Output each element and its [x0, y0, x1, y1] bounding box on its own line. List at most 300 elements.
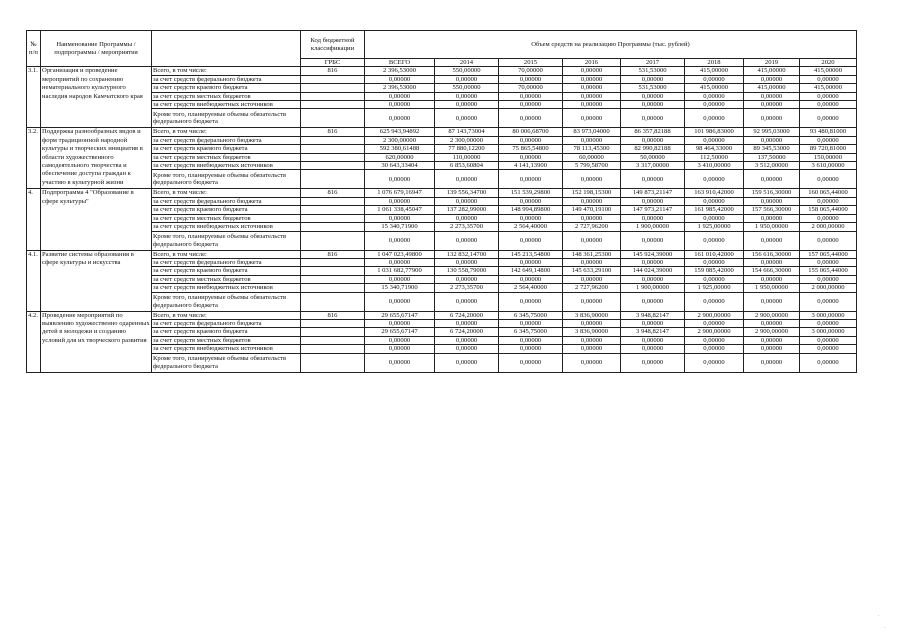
value-cell: 0,00000 — [499, 275, 563, 283]
value-cell: 3 000,00000 — [800, 328, 857, 336]
table-row — [27, 145, 857, 153]
value-cell: 15 340,71900 — [365, 223, 435, 231]
value-cell: 0,00000 — [621, 101, 685, 109]
value-cell: 145 633,29100 — [563, 267, 621, 275]
table-row — [27, 136, 857, 144]
value-cell: 0,00000 — [499, 170, 563, 189]
value-cell: 163 910,42000 — [685, 189, 744, 197]
row-index: 4.1. — [27, 250, 41, 311]
value-cell: 2 727,96200 — [563, 223, 621, 231]
budget-code-cell — [301, 231, 365, 250]
value-cell: 0,00000 — [365, 336, 435, 344]
row-index: 3.2. — [27, 128, 41, 189]
value-cell: 0,00000 — [685, 136, 744, 144]
funding-source: Кроме того, планируемые объемы обязательств федерального бюджета — [152, 231, 301, 250]
value-cell: 0,00000 — [621, 170, 685, 189]
value-cell: 86 357,82188 — [621, 128, 685, 136]
header-col-2016: 2016 — [563, 59, 621, 67]
value-cell: 0,00000 — [563, 136, 621, 144]
table-body — [27, 67, 857, 372]
header-col-2018: 2018 — [685, 59, 744, 67]
value-cell: 0,00000 — [621, 92, 685, 100]
value-cell: 0,00000 — [563, 292, 621, 311]
value-cell: 0,00000 — [744, 353, 800, 372]
value-cell: 0,00000 — [685, 109, 744, 128]
value-cell: 0,00000 — [685, 101, 744, 109]
budget-code-cell: 816 — [301, 67, 365, 75]
value-cell: 0,00000 — [435, 197, 499, 205]
value-cell: 3 948,82147 — [621, 311, 685, 319]
value-cell: 3 836,90000 — [563, 328, 621, 336]
budget-code-cell — [301, 153, 365, 161]
value-cell: 0,00000 — [435, 292, 499, 311]
value-cell: 2 000,00000 — [800, 223, 857, 231]
value-cell: 0,00000 — [685, 345, 744, 353]
value-cell: 0,00000 — [744, 258, 800, 266]
funding-source: за счет средств краевого бюджета — [152, 145, 301, 153]
value-cell: 0,00000 — [435, 258, 499, 266]
value-cell: 0,00000 — [499, 153, 563, 161]
budget-code-cell: 816 — [301, 311, 365, 319]
value-cell: 3 948,82147 — [621, 328, 685, 336]
table-row — [27, 75, 857, 83]
value-cell: 0,00000 — [563, 319, 621, 327]
value-cell: 148 361,25300 — [563, 250, 621, 258]
value-cell: 82 990,82188 — [621, 145, 685, 153]
funding-source: Кроме того, планируемые объемы обязательств федерального бюджета — [152, 353, 301, 372]
value-cell: 625 943,94892 — [365, 128, 435, 136]
budget-code-cell — [301, 328, 365, 336]
budget-code-cell — [301, 319, 365, 327]
header-code: ГРБС — [301, 59, 365, 67]
funding-source: за счет средств федерального бюджета — [152, 197, 301, 205]
table-row — [27, 292, 857, 311]
page-edge-mark: . — [884, 624, 886, 630]
funding-source: за счет средств федерального бюджета — [152, 319, 301, 327]
value-cell: 0,00000 — [435, 275, 499, 283]
value-cell: 3 836,90000 — [563, 311, 621, 319]
budget-code-cell — [301, 284, 365, 292]
value-cell: 0,00000 — [685, 319, 744, 327]
budget-code-cell — [301, 170, 365, 189]
value-cell: 0,00000 — [365, 101, 435, 109]
funding-source: за счет средств местных бюджетов — [152, 336, 301, 344]
value-cell: 0,00000 — [744, 197, 800, 205]
value-cell: 0,00000 — [499, 345, 563, 353]
program-name: Проведение мероприятий по выявлению художественно одаренных детей в молодежи и созданию условий для их творческого развития — [41, 311, 152, 372]
value-cell: 1 900,00000 — [621, 223, 685, 231]
value-cell: 2 727,96200 — [563, 284, 621, 292]
value-cell: 0,00000 — [435, 336, 499, 344]
value-cell: 112,50000 — [685, 153, 744, 161]
value-cell: 132 832,14700 — [435, 250, 499, 258]
budget-code-cell: 816 — [301, 250, 365, 258]
value-cell: 157 566,30000 — [744, 206, 800, 214]
value-cell: 0,00000 — [499, 136, 563, 144]
funding-source: за счет средств федерального бюджета — [152, 136, 301, 144]
value-cell: 1 925,00000 — [685, 223, 744, 231]
value-cell: 0,00000 — [621, 275, 685, 283]
value-cell: 0,00000 — [621, 336, 685, 344]
funding-source: за счет средств местных бюджетов — [152, 153, 301, 161]
header-col-2015: 2015 — [499, 59, 563, 67]
table-row — [27, 92, 857, 100]
table-row — [27, 345, 857, 353]
value-cell: 2 900,00000 — [685, 328, 744, 336]
value-cell: 6 724,20000 — [435, 311, 499, 319]
value-cell: 0,00000 — [365, 353, 435, 372]
value-cell: 1 047 023,49800 — [365, 250, 435, 258]
value-cell: 0,00000 — [744, 214, 800, 222]
value-cell: 0,00000 — [499, 353, 563, 372]
value-cell: 0,00000 — [800, 275, 857, 283]
funding-source: за счет средств федерального бюджета — [152, 258, 301, 266]
value-cell: 415,00000 — [685, 84, 744, 92]
value-cell: 0,00000 — [800, 214, 857, 222]
table-row — [27, 311, 857, 319]
budget-code-cell — [301, 353, 365, 372]
value-cell: 0,00000 — [435, 109, 499, 128]
budget-code-cell — [301, 336, 365, 344]
table-row — [27, 336, 857, 344]
value-cell: 1 950,00000 — [744, 223, 800, 231]
value-cell: 0,00000 — [744, 75, 800, 83]
value-cell: 0,00000 — [685, 92, 744, 100]
value-cell: 1 031 682,77900 — [365, 267, 435, 275]
header-col-total: ВСЕГО — [365, 59, 435, 67]
value-cell: 80 006,68700 — [499, 128, 563, 136]
value-cell: 0,00000 — [365, 231, 435, 250]
value-cell: 15 340,71900 — [365, 284, 435, 292]
value-cell: 0,00000 — [621, 214, 685, 222]
value-cell: 0,00000 — [435, 101, 499, 109]
value-cell: 0,00000 — [685, 353, 744, 372]
value-cell: 70,00000 — [499, 67, 563, 75]
value-cell: 0,00000 — [365, 109, 435, 128]
value-cell: 0,00000 — [563, 75, 621, 83]
value-cell: 0,00000 — [744, 275, 800, 283]
value-cell: 0,00000 — [744, 345, 800, 353]
value-cell: 550,00000 — [435, 67, 499, 75]
header-source — [152, 31, 301, 67]
table-row — [27, 275, 857, 283]
value-cell: 144 024,39000 — [621, 267, 685, 275]
table-row — [27, 319, 857, 327]
budget-code-cell — [301, 275, 365, 283]
funding-source: Всего, в том числе: — [152, 67, 301, 75]
value-cell: 0,00000 — [744, 292, 800, 311]
value-cell: 98 464,33000 — [685, 145, 744, 153]
value-cell: 3 000,00000 — [800, 311, 857, 319]
funding-source: за счет средств внебюджетных источников — [152, 101, 301, 109]
value-cell: 0,00000 — [563, 101, 621, 109]
value-cell: 149 873,21147 — [621, 189, 685, 197]
funding-source: Всего, в том числе: — [152, 128, 301, 136]
value-cell: 78 113,45300 — [563, 145, 621, 153]
value-cell: 30 643,33404 — [365, 162, 435, 170]
value-cell: 159 516,30000 — [744, 189, 800, 197]
program-funding-table — [26, 30, 857, 373]
value-cell: 3 410,00000 — [685, 162, 744, 170]
budget-code-cell — [301, 345, 365, 353]
page-edge-mark: . — [878, 612, 880, 618]
table-row — [27, 170, 857, 189]
value-cell: 0,00000 — [499, 75, 563, 83]
funding-source: за счет средств местных бюджетов — [152, 214, 301, 222]
funding-source: за счет средств федерального бюджета — [152, 75, 301, 83]
value-cell: 4 141,13900 — [499, 162, 563, 170]
value-cell: 0,00000 — [499, 109, 563, 128]
value-cell: 0,00000 — [800, 258, 857, 266]
header-num: № п/п — [27, 31, 41, 67]
value-cell: 5 799,58700 — [563, 162, 621, 170]
value-cell: 0,00000 — [563, 353, 621, 372]
value-cell: 89 720,81000 — [800, 145, 857, 153]
budget-code-cell — [301, 92, 365, 100]
value-cell: 3 512,00000 — [744, 162, 800, 170]
value-cell: 2 900,00000 — [744, 311, 800, 319]
budget-code-cell: 816 — [301, 189, 365, 197]
value-cell: 0,00000 — [800, 336, 857, 344]
budget-code-cell — [301, 101, 365, 109]
value-cell: 531,53000 — [621, 84, 685, 92]
value-cell: 151 539,29800 — [499, 189, 563, 197]
value-cell: 155 065,44000 — [800, 267, 857, 275]
value-cell: 0,00000 — [621, 197, 685, 205]
funding-source: за счет средств местных бюджетов — [152, 92, 301, 100]
value-cell: 6 345,75000 — [499, 311, 563, 319]
funding-source: за счет средств краевого бюджета — [152, 267, 301, 275]
value-cell: 0,00000 — [365, 258, 435, 266]
value-cell: 0,00000 — [800, 101, 857, 109]
value-cell: 149 470,19100 — [563, 206, 621, 214]
value-cell: 0,00000 — [685, 214, 744, 222]
table-row — [27, 109, 857, 128]
table-row — [27, 128, 857, 136]
value-cell: 0,00000 — [685, 258, 744, 266]
budget-code-cell — [301, 162, 365, 170]
row-index: 4.2. — [27, 311, 41, 372]
value-cell: 2 300,00000 — [435, 136, 499, 144]
value-cell: 0,00000 — [744, 92, 800, 100]
value-cell: 50,00000 — [621, 153, 685, 161]
value-cell: 0,00000 — [800, 75, 857, 83]
table-row — [27, 267, 857, 275]
value-cell: 415,00000 — [800, 67, 857, 75]
value-cell: 0,00000 — [365, 92, 435, 100]
table-row — [27, 214, 857, 222]
value-cell: 2 900,00000 — [685, 311, 744, 319]
value-cell: 2 273,35700 — [435, 284, 499, 292]
value-cell: 0,00000 — [563, 345, 621, 353]
value-cell: 137 282,99000 — [435, 206, 499, 214]
value-cell: 157 065,44000 — [800, 250, 857, 258]
value-cell: 0,00000 — [499, 214, 563, 222]
value-cell: 0,00000 — [435, 353, 499, 372]
funding-source: за счет средств краевого бюджета — [152, 84, 301, 92]
value-cell: 550,00000 — [435, 84, 499, 92]
program-name: Подпрограмма 4 "Образование в сфере культуры" — [41, 189, 152, 250]
value-cell: 161 985,42000 — [685, 206, 744, 214]
funding-source: за счет средств внебюджетных источников — [152, 223, 301, 231]
value-cell: 0,00000 — [621, 292, 685, 311]
value-cell: 0,00000 — [563, 197, 621, 205]
budget-code-cell — [301, 206, 365, 214]
value-cell: 145 924,39000 — [621, 250, 685, 258]
value-cell: 159 085,42000 — [685, 267, 744, 275]
value-cell: 83 973,04000 — [563, 128, 621, 136]
table-row — [27, 162, 857, 170]
value-cell: 0,00000 — [435, 170, 499, 189]
value-cell: 0,00000 — [365, 345, 435, 353]
program-name: Поддержка разнообразных видов и форм традиционной народной культуры и творческих инициатив в области художественного самодеятельного творчества и обеспечение доступа граждан к участию в культурной жизни — [41, 128, 152, 189]
table-row — [27, 328, 857, 336]
value-cell: 29 655,67147 — [365, 328, 435, 336]
value-cell: 158 065,44000 — [800, 206, 857, 214]
value-cell: 148 994,89800 — [499, 206, 563, 214]
value-cell: 0,00000 — [800, 292, 857, 311]
funding-source: Всего, в том числе: — [152, 250, 301, 258]
value-cell: 6 345,75000 — [499, 328, 563, 336]
value-cell: 0,00000 — [685, 170, 744, 189]
table-row — [27, 258, 857, 266]
value-cell: 0,00000 — [563, 92, 621, 100]
value-cell: 0,00000 — [744, 231, 800, 250]
table-row — [27, 67, 857, 75]
value-cell: 415,00000 — [685, 67, 744, 75]
value-cell: 0,00000 — [744, 319, 800, 327]
value-cell: 160 065,44000 — [800, 189, 857, 197]
table-row — [27, 84, 857, 92]
value-cell: 0,00000 — [563, 170, 621, 189]
header-col-2019: 2019 — [744, 59, 800, 67]
value-cell: 0,00000 — [365, 319, 435, 327]
value-cell: 0,00000 — [499, 101, 563, 109]
value-cell: 0,00000 — [621, 109, 685, 128]
value-cell: 154 666,30000 — [744, 267, 800, 275]
value-cell: 0,00000 — [800, 231, 857, 250]
funding-source: Кроме того, планируемые объемы обязательств федерального бюджета — [152, 292, 301, 311]
value-cell: 0,00000 — [365, 275, 435, 283]
value-cell: 0,00000 — [744, 170, 800, 189]
budget-code-cell — [301, 197, 365, 205]
value-cell: 0,00000 — [365, 197, 435, 205]
value-cell: 2 300,00000 — [365, 136, 435, 144]
value-cell: 0,00000 — [365, 75, 435, 83]
value-cell: 0,00000 — [435, 75, 499, 83]
funding-source: за счет средств внебюджетных источников — [152, 162, 301, 170]
budget-code-cell — [301, 223, 365, 231]
table-row — [27, 101, 857, 109]
program-name: Организация и проведение мероприятий по сохранению нематериального культурного наследия народов Камчатского края — [41, 67, 152, 128]
value-cell: 0,00000 — [499, 231, 563, 250]
budget-code-cell — [301, 145, 365, 153]
budget-code-cell — [301, 84, 365, 92]
value-cell: 60,00000 — [563, 153, 621, 161]
table-row — [27, 284, 857, 292]
value-cell: 2 900,00000 — [744, 328, 800, 336]
funding-source: за счет средств внебюджетных источников — [152, 284, 301, 292]
value-cell: 0,00000 — [800, 353, 857, 372]
value-cell: 0,00000 — [621, 345, 685, 353]
value-cell: 0,00000 — [563, 214, 621, 222]
value-cell: 0,00000 — [800, 136, 857, 144]
value-cell: 142 649,14800 — [499, 267, 563, 275]
value-cell: 130 558,79000 — [435, 267, 499, 275]
table-row — [27, 231, 857, 250]
value-cell: 29 655,67147 — [365, 311, 435, 319]
value-cell: 0,00000 — [744, 336, 800, 344]
funding-source: Всего, в том числе: — [152, 189, 301, 197]
value-cell: 6 724,20000 — [435, 328, 499, 336]
value-cell: 0,00000 — [744, 109, 800, 128]
value-cell: 0,00000 — [435, 345, 499, 353]
value-cell: 415,00000 — [744, 67, 800, 75]
value-cell: 1 900,00000 — [621, 284, 685, 292]
value-cell: 6 853,60804 — [435, 162, 499, 170]
value-cell: 0,00000 — [365, 292, 435, 311]
value-cell: 0,00000 — [499, 292, 563, 311]
budget-code-cell — [301, 258, 365, 266]
value-cell: 1 925,00000 — [685, 284, 744, 292]
value-cell: 0,00000 — [744, 101, 800, 109]
value-cell: 592 380,61488 — [365, 145, 435, 153]
value-cell: 161 010,42000 — [685, 250, 744, 258]
value-cell: 0,00000 — [621, 75, 685, 83]
budget-code-cell — [301, 292, 365, 311]
value-cell: 137,50000 — [744, 153, 800, 161]
value-cell: 0,00000 — [800, 319, 857, 327]
value-cell: 152 198,15300 — [563, 189, 621, 197]
header-volume: Объем средств на реализацию Программы (тыс. рублей) — [365, 31, 857, 59]
value-cell: 3 317,00000 — [621, 162, 685, 170]
budget-code-cell — [301, 75, 365, 83]
value-cell: 70,00000 — [499, 84, 563, 92]
value-cell: 0,00000 — [621, 258, 685, 266]
value-cell: 145 213,54800 — [499, 250, 563, 258]
value-cell: 0,00000 — [499, 258, 563, 266]
value-cell: 0,00000 — [685, 197, 744, 205]
value-cell: 0,00000 — [563, 231, 621, 250]
value-cell: 0,00000 — [435, 231, 499, 250]
table-row — [27, 223, 857, 231]
value-cell: 0,00000 — [435, 92, 499, 100]
budget-code-cell — [301, 136, 365, 144]
program-name: Развитие системы образования в сфере культуры и искусства — [41, 250, 152, 311]
value-cell: 0,00000 — [621, 319, 685, 327]
value-cell: 0,00000 — [685, 231, 744, 250]
value-cell: 156 616,30000 — [744, 250, 800, 258]
value-cell: 0,00000 — [435, 319, 499, 327]
value-cell: 0,00000 — [499, 92, 563, 100]
value-cell: 0,00000 — [800, 197, 857, 205]
value-cell: 101 986,83000 — [685, 128, 744, 136]
value-cell: 0,00000 — [563, 336, 621, 344]
value-cell: 89 345,53000 — [744, 145, 800, 153]
value-cell: 0,00000 — [685, 336, 744, 344]
value-cell: 2 000,00000 — [800, 284, 857, 292]
value-cell: 415,00000 — [744, 84, 800, 92]
value-cell: 0,00000 — [800, 109, 857, 128]
header-col-2014: 2014 — [435, 59, 499, 67]
value-cell: 0,00000 — [685, 292, 744, 311]
value-cell: 0,00000 — [685, 275, 744, 283]
value-cell: 0,00000 — [800, 170, 857, 189]
value-cell: 147 973,21147 — [621, 206, 685, 214]
table-row — [27, 197, 857, 205]
value-cell: 2 564,40000 — [499, 223, 563, 231]
funding-source: Всего, в том числе: — [152, 311, 301, 319]
